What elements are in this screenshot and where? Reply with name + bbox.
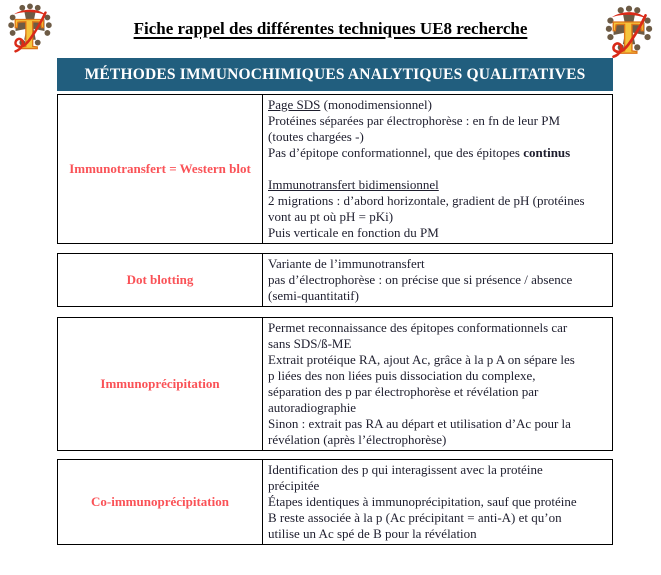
table-row xyxy=(57,317,613,451)
svg-text:T: T xyxy=(612,12,645,65)
table-row xyxy=(57,94,613,244)
method-name-cell: Dot blotting xyxy=(58,254,263,306)
table-row xyxy=(57,253,613,307)
method-name-cell: Co-immunoprécipitation xyxy=(58,460,263,544)
page-title xyxy=(0,19,661,39)
table-header: MÉTHODES IMMUNOCHIMIQUES ANALYTIQUES QUALITATIVES xyxy=(57,58,613,91)
table-row xyxy=(57,459,613,545)
svg-text:T: T xyxy=(14,8,45,59)
method-details-cell: Page SDS (monodimensionnel) Protéines séparées par électrophorèse : en fn de leur PM (toutes chargées -) Pas d’épitope conformationnel, que des épitopes continus Immunotransfert bidimensionnel 2 migrations : d’abord horizontale, gradient de pH (protéines vont au pt où pH = pKi) Puis verticale en fonction du PM xyxy=(268,97,585,240)
method-name-cell: Immunotransfert = Western blot xyxy=(58,95,263,243)
methods-table xyxy=(57,58,613,545)
page-title-text: Fiche rappel des différentes techniques UE8 recherche xyxy=(133,19,528,38)
method-details-cell: Variante de l’immunotransfert pas d’électrophorèse : on précise que si présence / absence (semi-quantitatif) xyxy=(268,256,573,303)
method-name-cell: Immunoprécipitation xyxy=(58,318,263,450)
method-details-cell: Identification des p qui interagissent avec la protéine précipitée Étapes identiques à immunoprécipitation, sauf que protéine B reste associée à la p (Ac précipitant = anti-A) et qu’on utilise un Ac spé de B pour la révélation xyxy=(268,462,577,541)
method-details-cell: Permet reconnaissance des épitopes conformationnels car sans SDS/ß-ME Extrait protéique RA, ajout Ac, grâce à la p A on sépare les p liées des non liées puis dissociation du complexe, séparation des p par électrophorèse et révélation par autoradiographie Sinon : extrait pas RA au départ et utilisation d’Ac pour la révélation (après l’électrophorèse) xyxy=(268,320,575,447)
